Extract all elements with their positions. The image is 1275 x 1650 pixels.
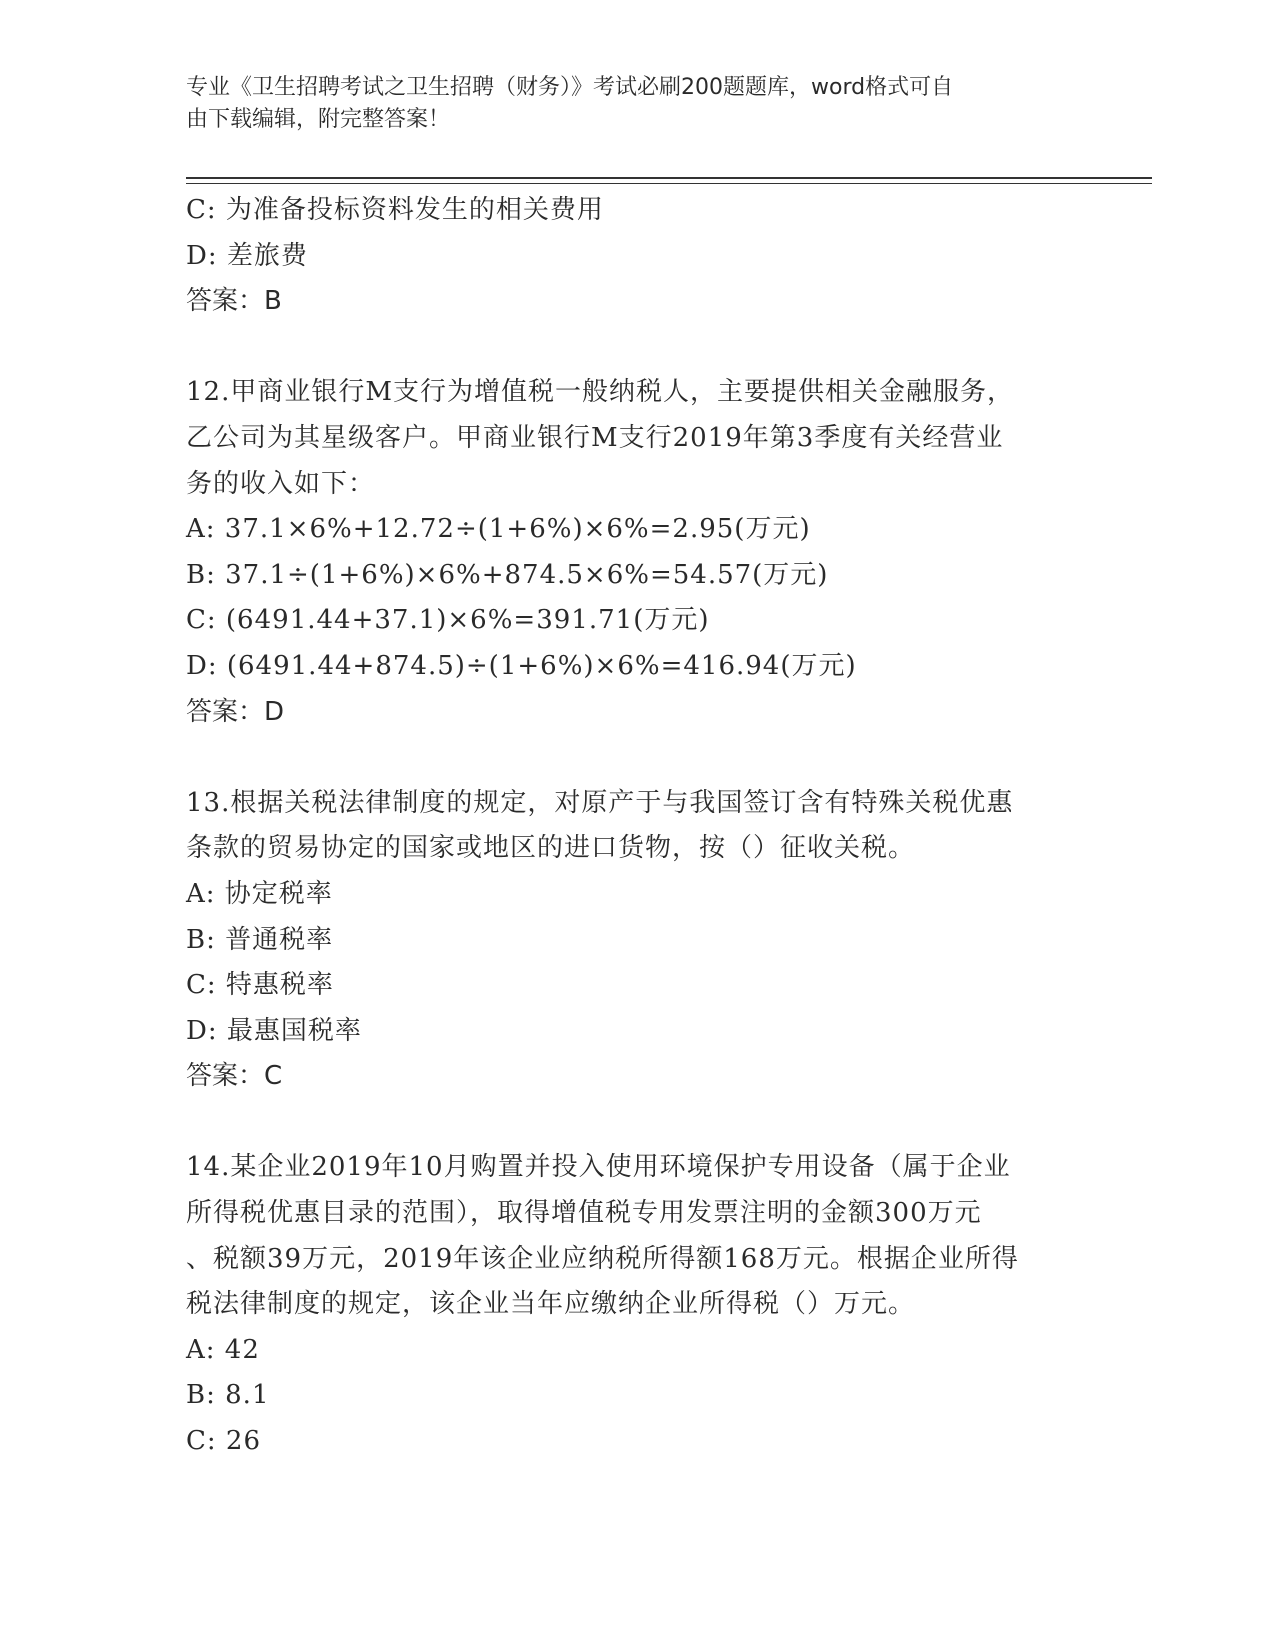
header-line-1: 专业《卫生招聘考试之卫生招聘（财务）》考试必刷200题题库，word格式可自 [186, 75, 954, 100]
spacer [186, 325, 1086, 371]
option-a: A: 37.1×6%+12.72÷(1+6%)×6%=2.95(万元) [186, 514, 811, 545]
option-c: C: 特惠税率 [186, 970, 334, 1001]
question-list [186, 188, 1086, 1465]
option-d: D: (6491.44+874.5)÷(1+6%)×6%=416.94(万元) [186, 650, 857, 681]
question-stem-line: 14.某企业2019年10月购置并投入使用环境保护专用设备（属于企业 [186, 1152, 1011, 1183]
question-stem-line: 12.甲商业银行M支行为增值税一般纳税人，主要提供相关金融服务， [186, 377, 1014, 408]
question-stem-line: 乙公司为其星级客户。甲商业银行M支行2019年第3季度有关经营业 [186, 422, 1004, 453]
option-d: D: 最惠国税率 [186, 1015, 362, 1046]
question-14 [186, 1145, 1086, 1464]
question-stem-line: 、税额39万元，2019年该企业应纳税所得额168万元。根据企业所得 [186, 1243, 1019, 1274]
option-a: A: 42 [186, 1334, 260, 1365]
option-a: A: 协定税率 [186, 878, 333, 909]
question-stem-line: 13.根据关税法律制度的规定，对原产于与我国签订含有特殊关税优惠 [186, 787, 1014, 818]
spacer [186, 1100, 1086, 1146]
question-stem-line: 所得税优惠目录的范围），取得增值税专用发票注明的金额300万元 [186, 1198, 982, 1229]
question-stem-line: 条款的贸易协定的国家或地区的进口货物，按（）征收关税。 [186, 833, 916, 864]
header-divider-thick [186, 177, 1152, 179]
option-d: D: 差旅费 [186, 240, 308, 271]
header-line-2: 由下载编辑，附完整答案！ [186, 107, 451, 132]
answer-line: 答案：D [186, 696, 285, 727]
answer-line: 答案：B [186, 286, 282, 317]
header-divider-thin [186, 183, 1152, 184]
question-13 [186, 781, 1086, 1100]
question-fragment-11 [186, 188, 1086, 325]
spacer [186, 735, 1086, 781]
question-stem-line: 务的收入如下： [186, 468, 376, 499]
option-b: B: 37.1÷(1+6%)×6%+874.5×6%=54.57(万元) [186, 559, 829, 590]
option-c: C: 26 [186, 1426, 262, 1457]
document-header [186, 72, 1066, 136]
answer-line: 答案：C [186, 1061, 283, 1092]
option-c: C: (6491.44+37.1)×6%=391.71(万元) [186, 605, 710, 636]
option-c: C: 为准备投标资料发生的相关费用 [186, 195, 604, 225]
option-b: B: 普通税率 [186, 924, 334, 955]
question-12 [186, 370, 1086, 735]
option-b: B: 8.1 [186, 1380, 270, 1411]
question-stem-line: 税法律制度的规定，该企业当年应缴纳企业所得税（）万元。 [186, 1289, 916, 1320]
